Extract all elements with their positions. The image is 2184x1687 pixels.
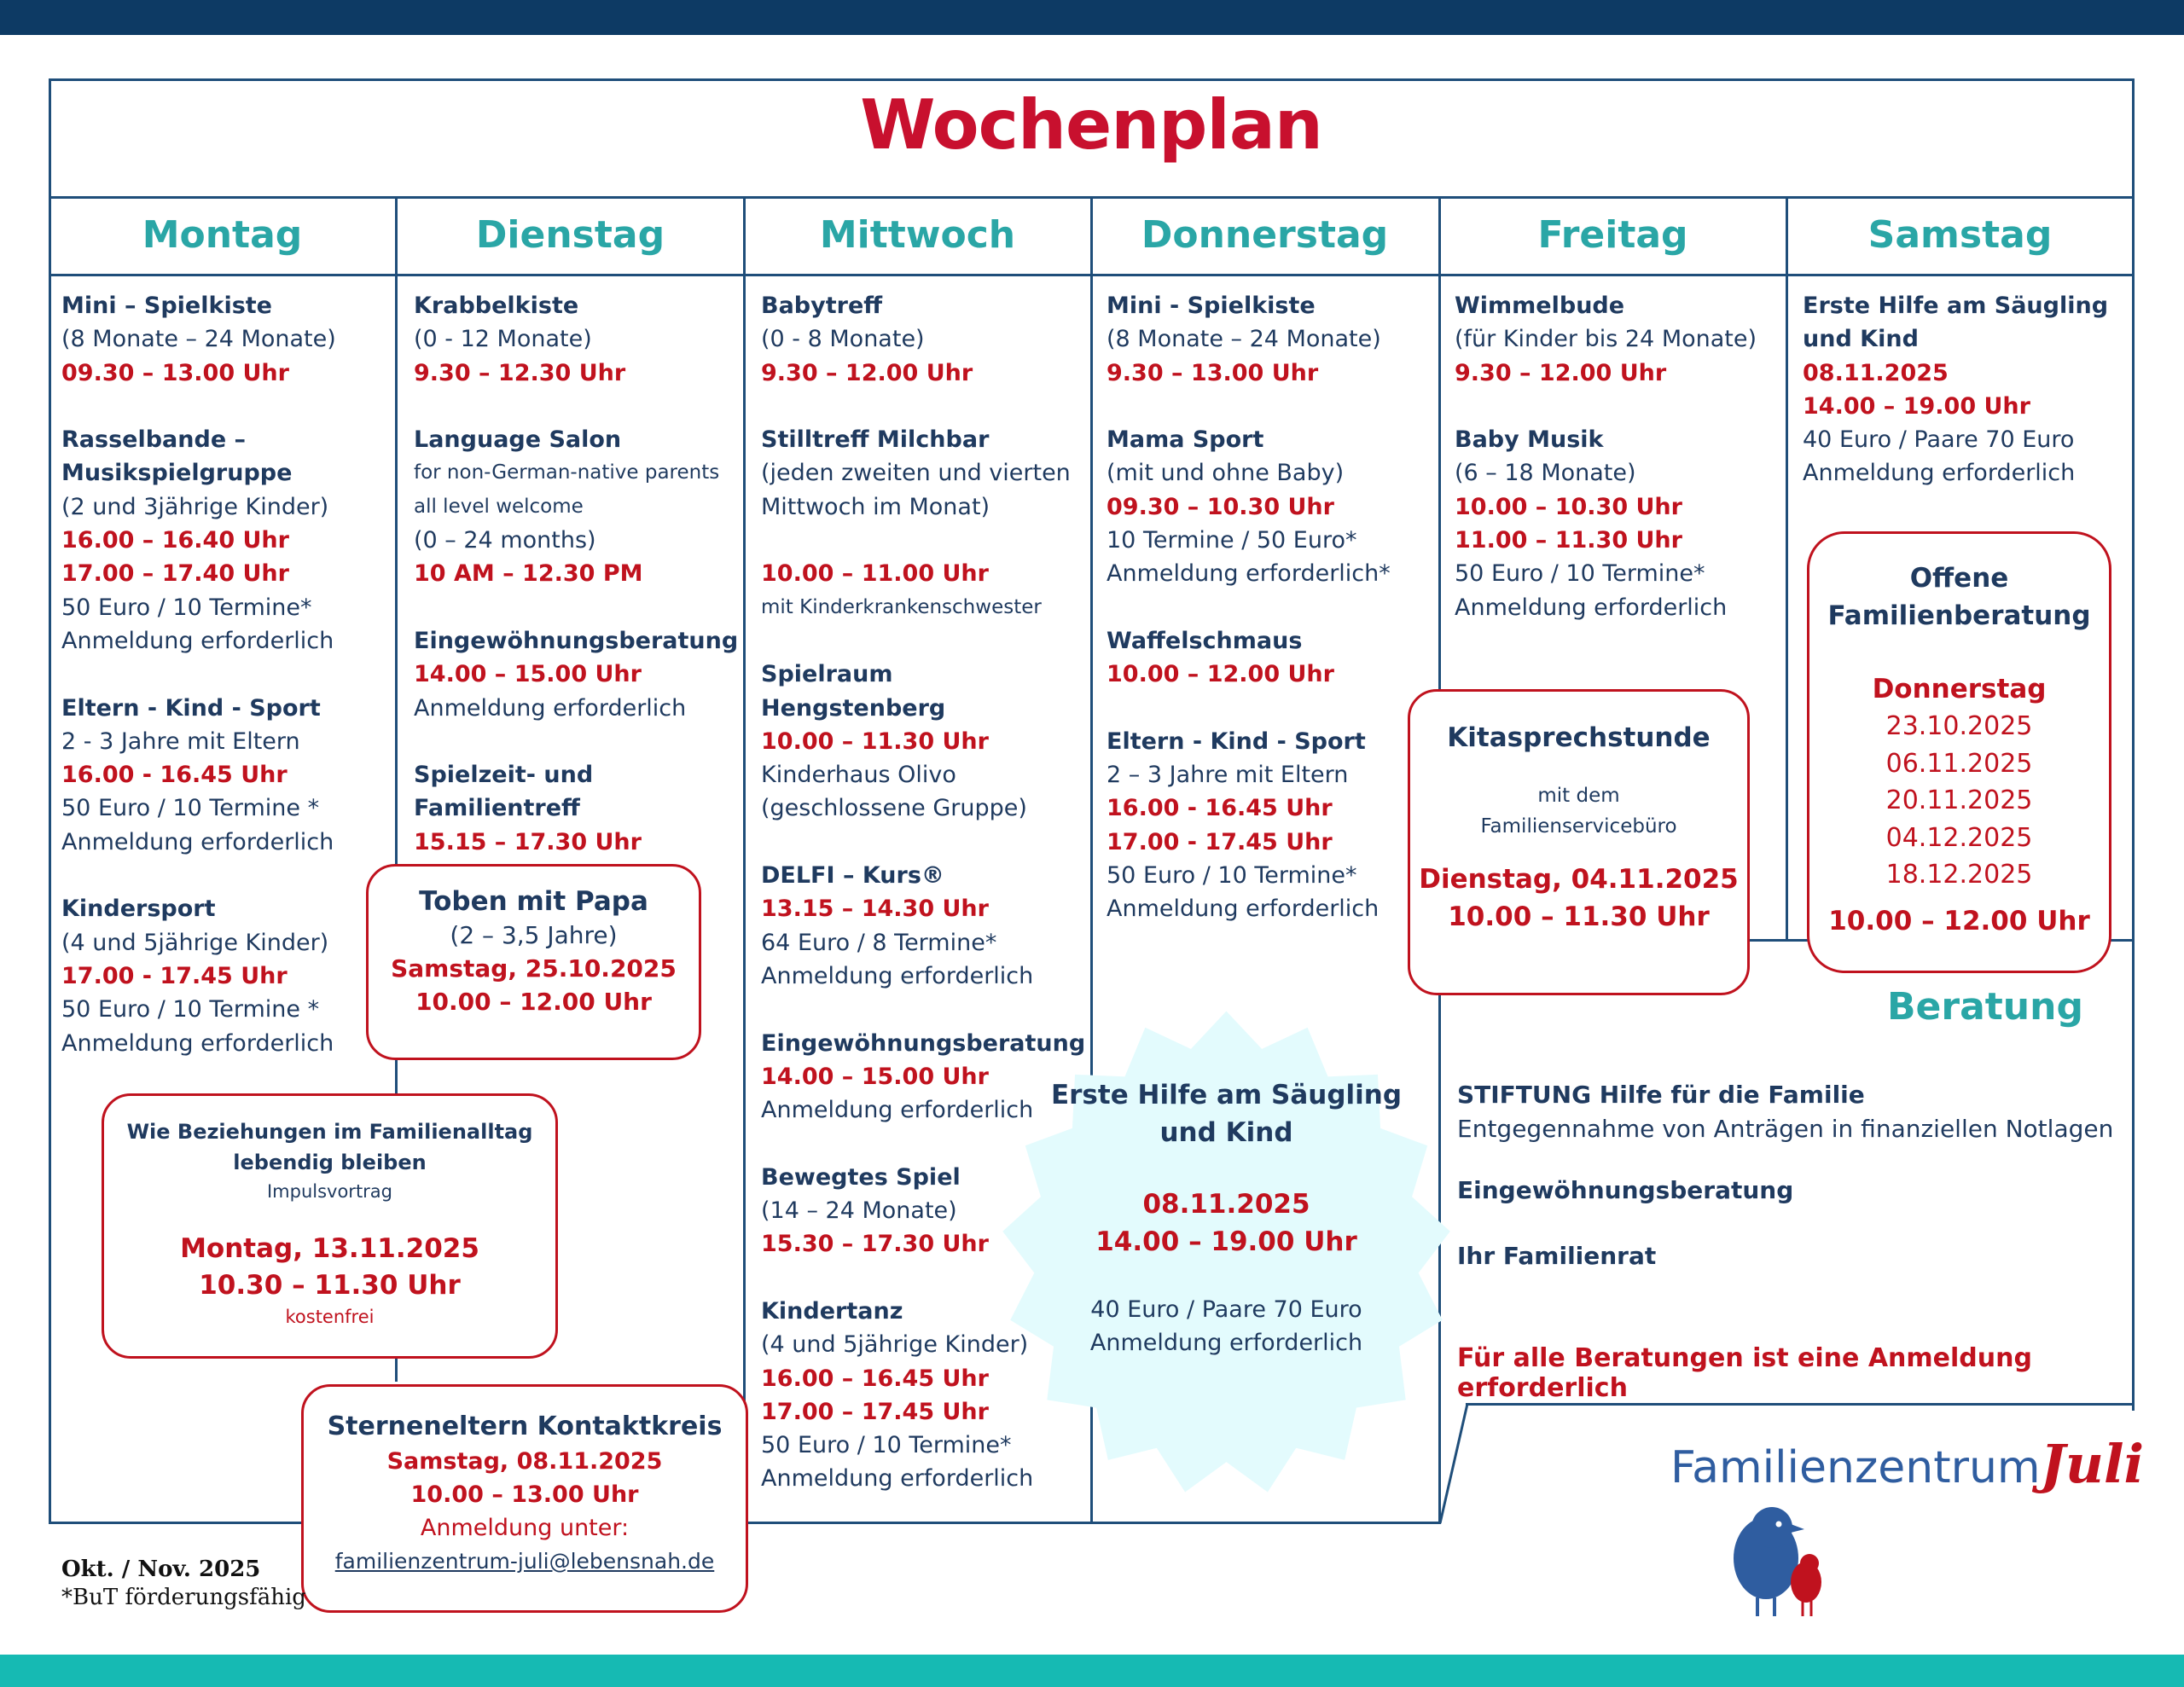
- footer-period: Okt. / Nov. 2025: [61, 1557, 261, 1582]
- activity-title: Wimmelbude: [1455, 293, 1625, 319]
- activity-title: Bewegtes Spiel: [761, 1163, 961, 1191]
- activity-title: Mini – Spielkiste: [61, 293, 272, 319]
- event-time: 10.30 – 11.30 Uhr: [199, 1270, 461, 1301]
- activity-title: Spielzeit- und Familientreff: [414, 762, 594, 822]
- activity-time: 15.30 – 17.30 Uhr: [761, 1231, 989, 1258]
- event-title: Toben mit Papa: [419, 886, 648, 917]
- bottom-bar: [0, 1655, 2184, 1687]
- activity-info: (geschlossene Gruppe): [761, 795, 1027, 822]
- event-date: Samstag, 25.10.2025: [391, 954, 677, 983]
- column-freitag: [1455, 289, 1783, 624]
- activity-info: Anmeldung erforderlich*: [1107, 560, 1391, 588]
- column-dienstag: [414, 289, 742, 859]
- spacer: [1107, 591, 1435, 624]
- logo-text: Familienzentrum: [1670, 1442, 2041, 1493]
- activity-time: 11.00 – 11.30 Uhr: [1455, 527, 1682, 554]
- event-time: 14.00 – 19.00 Uhr: [1095, 1226, 1357, 1257]
- activity-title: Mini - Spielkiste: [1107, 293, 1316, 319]
- activity-info: (0 – 24 months): [414, 527, 596, 554]
- spacer: [761, 826, 1085, 859]
- activity-info: Kinderhaus Olivo: [761, 762, 956, 789]
- event-title: Kitasprechstunde: [1447, 722, 1711, 753]
- activity-title: Stilltreff Milchbar: [761, 426, 990, 454]
- event-time: 10.00 – 11.30 Uhr: [1448, 901, 1710, 932]
- event-sub-line2: Familienservicebüro: [1480, 815, 1677, 838]
- activity-title: Krabbelkiste: [414, 293, 579, 319]
- beratung-note: Für alle Beratungen ist eine Anmeldung erforderlich: [1457, 1343, 2032, 1403]
- event-box-sterneneltern: [301, 1384, 748, 1613]
- event-date: Samstag, 08.11.2025: [386, 1448, 663, 1475]
- activity-info: (14 – 24 Monate): [761, 1197, 957, 1225]
- event-price: kostenfrei: [285, 1307, 375, 1327]
- activity-title: Rasselbande –: [61, 426, 247, 454]
- event-title: Sterneneltern Kontaktkreis: [327, 1412, 723, 1441]
- footer-note: *BuT förderungsfähig: [61, 1585, 306, 1610]
- day-header-donnerstag: Donnerstag: [1141, 213, 1389, 257]
- activity-time: 17.00 – 17.45 Uhr: [761, 1398, 989, 1425]
- day-header-mittwoch: Mittwoch: [819, 213, 1016, 257]
- event-box-offene-familienberatung: [1807, 531, 2111, 973]
- col-divider-2: [743, 196, 746, 1524]
- activity-time: 16.00 – 16.45 Uhr: [761, 1365, 989, 1392]
- activity-info: Anmeldung erforderlich: [61, 1029, 334, 1057]
- event-date-4: 04.12.2025: [1885, 822, 2033, 853]
- event-email-link[interactable]: familienzentrum-juli@lebensnah.de: [334, 1549, 715, 1574]
- spacer: [61, 859, 394, 892]
- event-time: 10.00 – 12.00 Uhr: [415, 988, 652, 1016]
- column-montag: [61, 289, 394, 1060]
- activity-title: Eingewöhnungsberatung: [414, 627, 739, 654]
- activity-time: 09.30 – 13.00 Uhr: [61, 359, 289, 386]
- activity-time: 09.30 – 10.30 Uhr: [1107, 493, 1334, 520]
- activity-info: (8 Monate – 24 Monate): [1107, 326, 1381, 353]
- activity-title: Kindersport: [61, 896, 216, 923]
- activity-title: Mama Sport: [1107, 426, 1264, 454]
- activity-info: all level welcome: [414, 495, 584, 518]
- beratung-stiftung: STIFTUNG Hilfe für die Familie: [1457, 1081, 1865, 1109]
- top-bar: [0, 0, 2184, 35]
- logo-juli: Juli: [2040, 1433, 2145, 1495]
- frame-right: [2132, 78, 2135, 1411]
- activity-info: mit Kinderkrankenschwester: [761, 595, 1042, 618]
- event-title-line2: Familienberatung: [1827, 600, 2091, 631]
- activity-title: Baby Musik: [1455, 426, 1604, 454]
- activity-time: 15.15 – 17.30 Uhr: [414, 828, 642, 855]
- spacer: [414, 390, 742, 423]
- event-time: 10.00 – 13.00 Uhr: [410, 1481, 639, 1508]
- activity-info: 50 Euro / 10 Termine*: [761, 1432, 1012, 1459]
- activity-time: 10.00 – 10.30 Uhr: [1455, 493, 1682, 520]
- activity-info: 40 Euro / Paare 70 Euro: [1803, 426, 2075, 454]
- activity-info: 50 Euro / 10 Termine *: [61, 795, 320, 822]
- day-header-montag: Montag: [142, 213, 303, 257]
- spacer: [61, 658, 394, 691]
- event-date-3: 20.11.2025: [1885, 786, 2033, 815]
- spacer: [1455, 390, 1783, 423]
- activity-time: 9.30 – 12.30 Uhr: [414, 359, 626, 386]
- event-subtitle: Impulsvortrag: [266, 1181, 393, 1202]
- activity-title: DELFI – Kurs®: [761, 862, 944, 890]
- activity-info: (für Kinder bis 24 Monate): [1455, 326, 1757, 353]
- activity-info: (6 – 18 Monate): [1455, 460, 1636, 487]
- activity-info: (4 und 5jährige Kinder): [61, 929, 329, 956]
- activity-title: Eltern - Kind - Sport: [1107, 728, 1366, 755]
- activity-info: 50 Euro / 10 Termine*: [1455, 560, 1705, 588]
- activity-time: 14.00 – 19.00 Uhr: [1803, 392, 2030, 420]
- event-date-5: 18.12.2025: [1885, 860, 2033, 890]
- activity-info: Anmeldung erforderlich: [1803, 460, 2076, 487]
- spacer: [761, 524, 1085, 557]
- activity-info: for non-German-native parents: [414, 461, 720, 484]
- event-box-kitasprechstunde: [1408, 689, 1750, 995]
- event-date-1: 23.10.2025: [1885, 711, 2033, 741]
- activity-info: 2 – 3 Jahre mit Eltern: [1107, 762, 1349, 789]
- event-title-line1: Wie Beziehungen im Familienalltag: [126, 1120, 533, 1144]
- activity-info: (0 - 12 Monate): [414, 326, 592, 353]
- activity-time: 08.11.2025: [1803, 359, 1949, 386]
- activity-title: Language Salon: [414, 426, 622, 454]
- event-day: Donnerstag: [1872, 674, 2047, 704]
- activity-time: 16.00 - 16.45 Uhr: [1107, 795, 1333, 822]
- event-box-impulsvortrag: [102, 1093, 558, 1359]
- activity-info: 64 Euro / 8 Termine*: [761, 929, 997, 956]
- activity-info: (2 und 3jährige Kinder): [61, 493, 329, 520]
- activity-info: Mittwoch im Monat): [761, 493, 990, 520]
- activity-title: Waffelschmaus: [1107, 627, 1303, 654]
- activity-title: Eltern - Kind - Sport: [61, 694, 321, 722]
- activity-time: 14.00 – 15.00 Uhr: [761, 1063, 989, 1090]
- event-sub-line1: mit dem: [1537, 785, 1620, 807]
- beratung-bottom-line: [1466, 1403, 2135, 1406]
- activity-time: 17.00 - 17.45 Uhr: [61, 962, 288, 989]
- activity-info: (mit und ohne Baby): [1107, 460, 1345, 487]
- spacer: [1107, 390, 1435, 423]
- activity-title: Babytreff: [761, 293, 883, 319]
- spacer: [1107, 692, 1435, 725]
- logo-familienzentrum-juli: [1670, 1433, 2144, 1495]
- column-donnerstag: [1107, 289, 1435, 926]
- beratung-title: Beratung: [1887, 985, 2083, 1029]
- activity-info: 2 - 3 Jahre mit Eltern: [61, 728, 300, 755]
- activity-info: 50 Euro / 10 Termine*: [61, 594, 312, 621]
- event-box-erste-hilfe: [1049, 1076, 1403, 1359]
- event-date: Dienstag, 04.11.2025: [1419, 864, 1739, 895]
- activity-info: Anmeldung erforderlich: [414, 694, 687, 722]
- activity-title: Kindertanz: [761, 1297, 903, 1325]
- event-date: 08.11.2025: [1142, 1189, 1310, 1220]
- day-header-freitag: Freitag: [1537, 213, 1688, 257]
- event-price: 40 Euro / Paare 70 Euro: [1090, 1296, 1362, 1323]
- event-age: (2 – 3,5 Jahre): [450, 921, 618, 949]
- activity-time: 10 AM – 12.30 PM: [414, 560, 643, 588]
- activity-info: Anmeldung erforderlich: [761, 1097, 1034, 1124]
- beratung-familienrat: Ihr Familienrat: [1457, 1242, 1657, 1270]
- event-date-2: 06.11.2025: [1885, 748, 2033, 779]
- day-header-dienstag: Dienstag: [475, 213, 665, 257]
- beratung-eingewoehnung: Eingewöhnungsberatung: [1457, 1176, 1794, 1204]
- frame-top: [49, 78, 2135, 81]
- beratung-stiftung-sub: Entgegennahme von Anträgen in finanziellen Notlagen: [1457, 1115, 2114, 1143]
- activity-info: Anmeldung erforderlich: [1107, 896, 1380, 923]
- spacer: [61, 390, 394, 423]
- activity-info: (4 und 5jährige Kinder): [761, 1331, 1029, 1359]
- activity-info: 50 Euro / 10 Termine *: [61, 996, 320, 1023]
- activity-info: Anmeldung erforderlich: [61, 627, 334, 654]
- activity-info: (jeden zweiten und vierten: [761, 460, 1071, 487]
- activity-info: Anmeldung erforderlich: [61, 828, 334, 855]
- activity-info: Anmeldung erforderlich: [1455, 594, 1728, 621]
- spacer: [414, 725, 742, 758]
- col-divider-5: [1786, 196, 1788, 941]
- spacer: [761, 390, 1085, 423]
- event-time: 10.00 – 12.00 Uhr: [1828, 905, 2090, 936]
- activity-info: (0 - 8 Monate): [761, 326, 925, 353]
- activity-time: 17.00 - 17.45 Uhr: [1107, 828, 1333, 855]
- bird-logo-icon: [1728, 1505, 1834, 1620]
- activity-time: 16.00 - 16.45 Uhr: [61, 762, 288, 789]
- activity-title: Erste Hilfe am Säugling: [1803, 293, 2109, 319]
- activity-time: 17.00 – 17.40 Uhr: [61, 560, 289, 588]
- activity-info: Anmeldung erforderlich: [761, 1465, 1034, 1493]
- page-title: Wochenplan: [860, 85, 1322, 165]
- event-title-line2: lebendig bleiben: [233, 1151, 427, 1174]
- activity-time: 10.00 – 11.30 Uhr: [761, 728, 989, 755]
- activity-info: (8 Monate – 24 Monate): [61, 326, 336, 353]
- activity-title: und Kind: [1803, 326, 1919, 353]
- event-title-line2: und Kind: [1159, 1117, 1293, 1148]
- spacer: [414, 591, 742, 624]
- event-title-line1: Erste Hilfe am Säugling: [1050, 1080, 1403, 1110]
- activity-title: Spielraum Hengstenberg: [761, 661, 946, 722]
- activity-time: 9.30 – 12.00 Uhr: [1455, 359, 1667, 386]
- event-title-line1: Offene: [1909, 563, 2009, 594]
- activity-info: 50 Euro / 10 Termine*: [1107, 862, 1357, 890]
- activity-time: 10.00 – 12.00 Uhr: [1107, 661, 1334, 688]
- activity-info: 10 Termine / 50 Euro*: [1107, 527, 1357, 554]
- column-samstag: [1803, 289, 2131, 490]
- event-registration: Anmeldung unter:: [420, 1515, 630, 1541]
- frame-left: [49, 78, 51, 1524]
- day-header-samstag: Samstag: [1867, 213, 2053, 257]
- activity-time: 14.00 – 15.00 Uhr: [414, 661, 642, 688]
- spacer: [761, 624, 1085, 658]
- activity-title: Musikspielgruppe: [61, 460, 293, 487]
- activity-time: 9.30 – 12.00 Uhr: [761, 359, 973, 386]
- activity-time: 13.15 – 14.30 Uhr: [761, 896, 989, 923]
- event-registration: Anmeldung erforderlich: [1089, 1330, 1363, 1356]
- event-date: Montag, 13.11.2025: [180, 1233, 479, 1264]
- event-box-toben-mit-papa: [366, 864, 701, 1060]
- activity-time: 9.30 – 13.00 Uhr: [1107, 359, 1319, 386]
- activity-time: 16.00 – 16.40 Uhr: [61, 527, 289, 554]
- activity-title: Eingewöhnungsberatung: [761, 1029, 1086, 1057]
- activity-time: 10.00 – 11.00 Uhr: [761, 560, 989, 588]
- activity-info: Anmeldung erforderlich: [761, 962, 1034, 989]
